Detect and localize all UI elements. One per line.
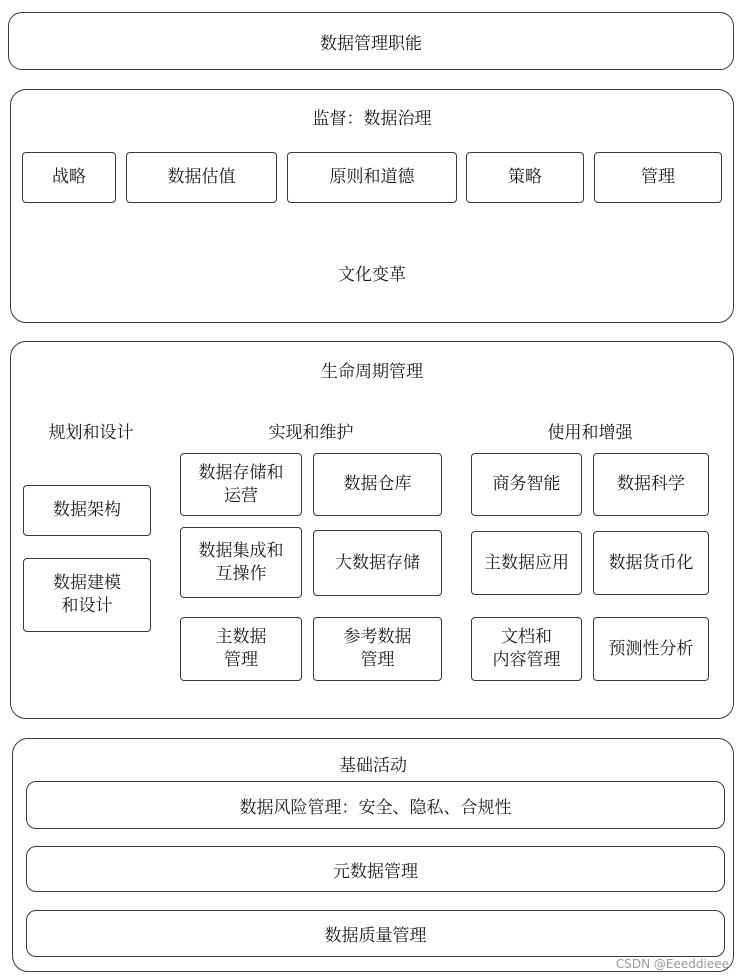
watermark: CSDN @Eeeddieee <box>615 957 729 971</box>
foundation-item-label: 数据风险管理：安全、隐私、合规性 <box>239 797 512 818</box>
data-storage-operations-box <box>180 453 302 516</box>
data-monetization-box <box>593 531 709 595</box>
use-enhance-heading: 使用和增强 <box>547 423 633 443</box>
master-data-management-box <box>180 617 302 681</box>
lifecycle-item-label: 数据架构 <box>53 500 121 520</box>
plan-design-heading: 规划和设计 <box>48 423 134 443</box>
lifecycle-item-label: 主数据 管理 <box>215 627 267 670</box>
lifecycle-item-label: 参考数据 管理 <box>343 627 412 670</box>
governance-item-label: 战略 <box>52 167 86 187</box>
lifecycle-item-label: 商务智能 <box>492 474 561 494</box>
lifecycle-item-label: 数据集成和 互操作 <box>198 540 284 584</box>
foundation-title: 基础活动 <box>339 756 407 776</box>
data-modeling-design-box <box>23 558 151 632</box>
governance-item-label: 数据估值 <box>167 167 236 187</box>
data-science-box <box>593 453 709 516</box>
lifecycle-item-label: 数据仓库 <box>343 474 412 494</box>
predictive-analytics-box <box>593 617 709 681</box>
lifecycle-item-label: 大数据存储 <box>335 552 420 573</box>
foundation-item-label: 元数据管理 <box>333 861 418 882</box>
oversight-governance-panel <box>10 89 734 323</box>
governance-item-label: 策略 <box>508 167 542 187</box>
foundation-item-label: 数据质量管理 <box>324 926 427 946</box>
governance-item-stewardship <box>594 152 722 203</box>
big-data-storage-box <box>313 530 442 596</box>
data-integration-box <box>180 527 302 598</box>
data-management-functions-banner <box>8 12 734 70</box>
lifecycle-item-label: 文档和 内容管理 <box>492 627 561 670</box>
oversight-title: 监督：数据治理 <box>312 109 432 129</box>
banner-title: 数据管理职能 <box>320 33 422 54</box>
lifecycle-item-label: 主数据应用 <box>484 552 569 573</box>
governance-item-label: 原则和道德 <box>329 167 415 187</box>
business-intelligence-box <box>471 453 582 516</box>
lifecycle-item-label: 数据货币化 <box>608 552 694 573</box>
governance-item-data-valuation <box>126 152 277 203</box>
lifecycle-title: 生命周期管理 <box>321 362 423 382</box>
implement-maintain-heading: 实现和维护 <box>268 423 354 443</box>
governance-item-label: 管理 <box>641 167 675 187</box>
lifecycle-item-label: 数据存储和 运营 <box>198 462 284 506</box>
reference-data-management-box <box>313 617 442 681</box>
data-warehouse-box <box>313 453 442 516</box>
governance-item-policy <box>466 152 584 203</box>
lifecycle-item-label: 预测性分析 <box>608 638 694 659</box>
metadata-management-bar <box>26 846 725 892</box>
data-quality-management-bar <box>26 910 725 957</box>
governance-item-principles-ethics <box>287 152 457 203</box>
document-content-management-box <box>471 617 582 681</box>
lifecycle-item-label: 数据科学 <box>617 474 685 494</box>
culture-change-label: 文化变革 <box>338 265 406 285</box>
data-architecture-box <box>23 485 151 536</box>
master-data-usage-box <box>471 531 582 595</box>
governance-item-strategy <box>22 152 116 203</box>
data-risk-management-bar <box>26 781 725 829</box>
lifecycle-item-label: 数据建模 和设计 <box>53 573 121 616</box>
